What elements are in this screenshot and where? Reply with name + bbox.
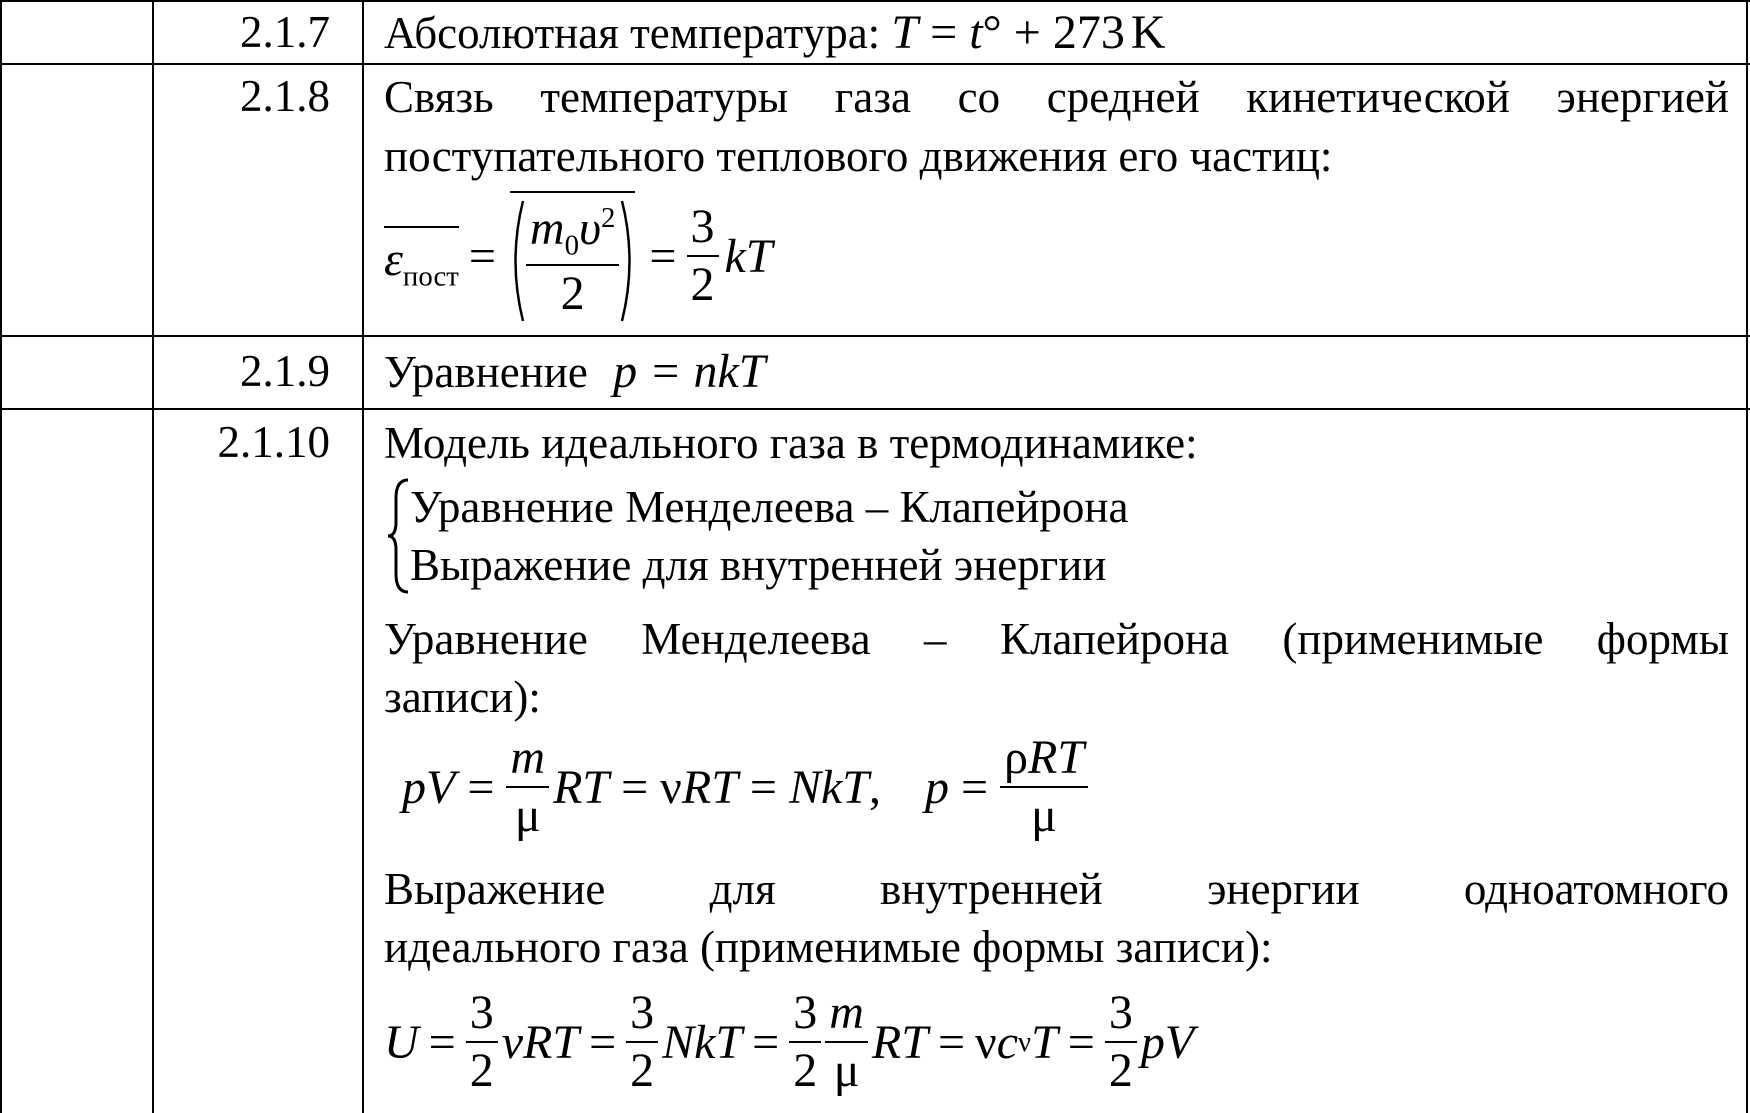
right-paren — [619, 199, 639, 323]
definition-text: записи): — [384, 672, 541, 722]
column-divider — [362, 0, 364, 1113]
formula-mendeleev-clapeyron: pV = $\frac{m}{\mu}$ RT = ν RT = NkT , p = $\frac{\text{ρRT}}{\mu}$ — [402, 732, 1088, 842]
definition-text: Абсолютная температура: — [384, 8, 881, 58]
row-divider — [0, 63, 1750, 65]
row-divider — [0, 335, 1750, 337]
definition-text: Связь температуры газа со средней кинетической энергией — [384, 72, 1729, 122]
row-number: 2.1.7 — [240, 7, 330, 57]
column-divider — [1746, 0, 1748, 1113]
brace-group — [384, 478, 1729, 598]
definition-text: Модель идеального газа в термодинамике: — [384, 418, 1198, 468]
formula: T = t° + 273 K — [891, 6, 1166, 59]
definition-text: Выражение для внутренней энергии одноатомного — [384, 864, 1729, 914]
row-divider — [0, 408, 1750, 410]
row-content — [384, 343, 1729, 401]
brace-item: Выражение для внутренней энергии — [410, 540, 1107, 590]
row-number: 2.1.9 — [240, 346, 330, 396]
brace-item: Уравнение Менделеева – Клапейрона — [410, 482, 1129, 532]
formula: p = nkT — [613, 345, 766, 398]
definition-text: поступательного теплового движения его частиц: — [384, 131, 1333, 181]
row-content — [384, 4, 1729, 62]
table-border-top — [0, 0, 1750, 2]
formula-internal-energy: U = $\frac{3}{2}$ νRT = $\frac{3}{2}$ NkT = $\frac{3}{2}$ $\frac{m}{\mu}$ RT = ν c ν T = $\frac{3}{2}$ pV — [384, 986, 1195, 1097]
definition-text: идеального газа (применимые формы записи): — [384, 922, 1273, 972]
column-divider — [0, 0, 2, 1113]
row-number: 2.1.8 — [240, 71, 330, 121]
definition-text: Уравнение Менделеева – Клапейрона (применимые формы — [384, 614, 1729, 664]
definition-text: Уравнение — [384, 347, 588, 397]
column-divider — [152, 0, 154, 1113]
left-paren — [506, 199, 526, 323]
formula-kinetic-energy: $\varepsilon_{пост}$ = $\frac{m_0\upsilon^2}{2}$ = $\frac{3}{2}$ kT — [384, 186, 773, 326]
row-number: 2.1.10 — [217, 417, 330, 467]
